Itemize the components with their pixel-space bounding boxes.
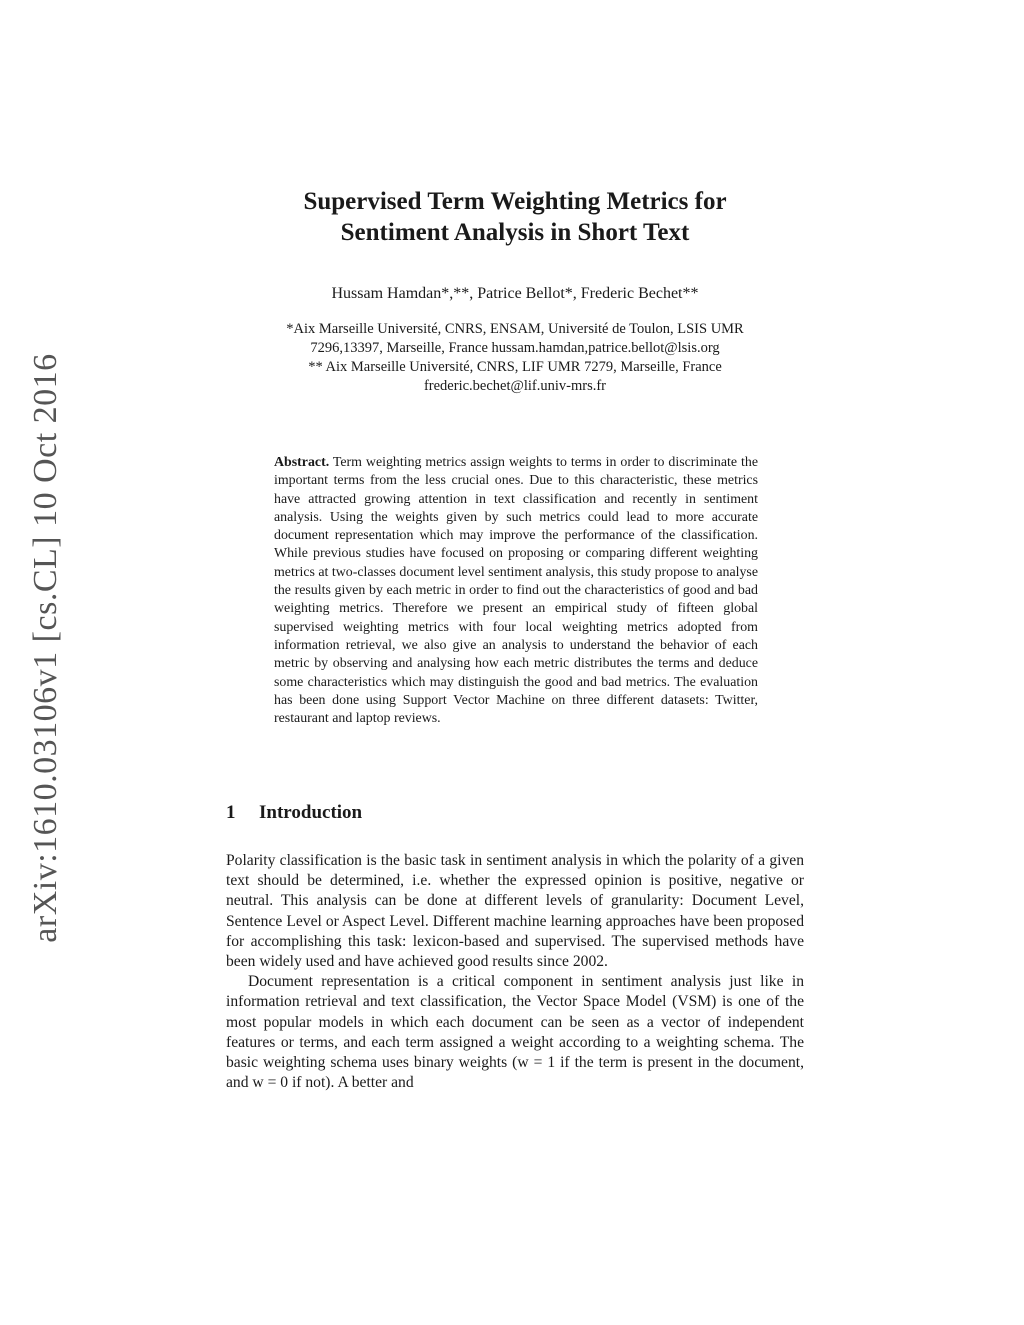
section-heading: [226, 802, 362, 824]
paper-title: [200, 186, 830, 248]
affiliation-line: 7296,13397, Marseille, France hussam.hamdan,patrice.bellot@lsis.org: [310, 340, 720, 356]
affiliation-line: *Aix Marseille Université, CNRS, ENSAM, Université de Toulon, LSIS UMR: [286, 321, 744, 337]
section-body: [226, 851, 804, 1093]
abstract-text: Term weighting metrics assign weights to terms in order to discriminate the important terms from the less crucial ones. Due to this characteristic, these metrics have attracted growing attention in text classification and recently in sentiment analysis. Using the weights given by such metrics could lead to more accurate document representation which may improve the performance of the classification. While previous studies have focused on proposing or comparing different weighting metrics at two-classes document level sentiment analysis, this study propose to analyse the results given by each metric in order to find out the characteristics of good and bad weighting metrics. Therefore we present an empirical study of fifteen global supervised weighting metrics with four local weighting metrics adopted from information retrieval, we also give an analysis to understand the behavior of each metric by observing and analysing how each metric distributes the terms and deduce some characteristics which may distinguish the good and bad metrics. The evaluation has been done using Support Vector Machine on three different datasets: Twitter, restaurant and laptop reviews.: [274, 455, 758, 727]
body-paragraph: Polarity classification is the basic task in sentiment analysis in which the polarity of a given text should be determined, i.e. whether the expressed opinion is positive, negative or neutral. This analysis can be done at different levels of granularity: Document Level, Sentence Level or Aspect Level. Different machine learning approaches have been proposed for accomplishing this task: lexicon-based and supervised. The supervised methods have been widely used and have achieved good results since 2002.: [226, 852, 804, 971]
title-line: Sentiment Analysis in Short Text: [340, 219, 690, 246]
affiliation-line: frederic.bechet@lif.univ-mrs.fr: [423, 378, 607, 394]
arxiv-identifier: arXiv:1610.03106v1 [cs.CL] 10 Oct 2016: [27, 353, 64, 943]
abstract-label: Abstract.: [274, 455, 330, 470]
body-paragraph: Document representation is a critical component in sentiment analysis just like in information retrieval and text classification, the Vector Space Model (VSM) is one of the most popular models in which each document can be seen as a vector of independent features or terms, and each term assigned a weight according to a weighting schema. The basic weighting schema uses binary weights (w = 1 if the term is present in the document, and w = 0 if not). A better and: [226, 973, 804, 1092]
abstract: [274, 454, 758, 728]
affiliation-line: ** Aix Marseille Université, CNRS, LIF UMR 7279, Marseille, France: [308, 359, 722, 375]
title-line: Supervised Term Weighting Metrics for: [303, 188, 727, 215]
author-list: Hussam Hamdan*,**, Patrice Bellot*, Frederic Bechet**: [331, 285, 699, 302]
affiliations: [200, 320, 830, 396]
section-number: 1: [226, 802, 236, 823]
section-title: Introduction: [259, 802, 363, 823]
